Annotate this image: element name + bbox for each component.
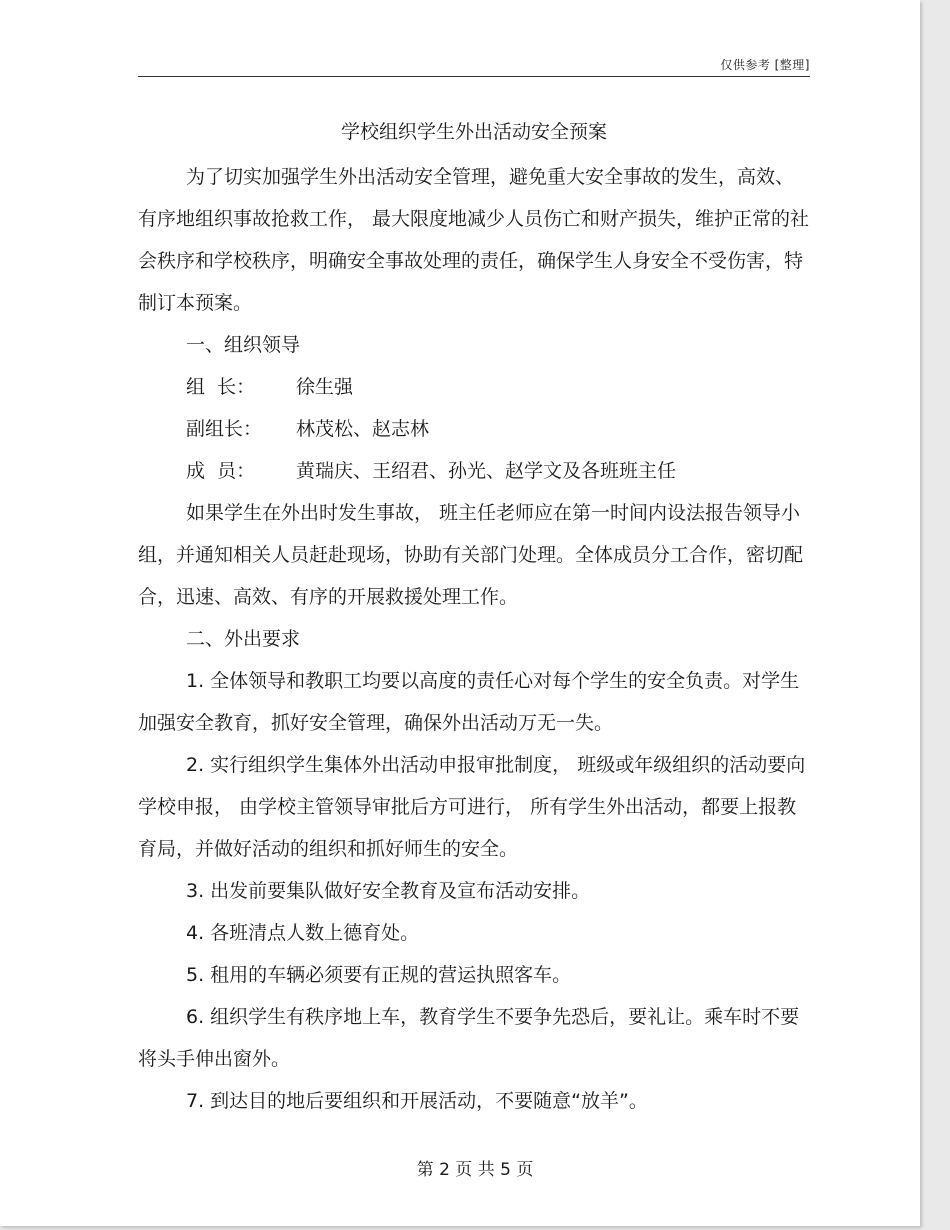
requirement-item: 7. 到达目的地后要组织和开展活动，不要随意“放羊”。 [186,1090,648,1112]
member-names: 徐生强 [296,376,354,398]
header-note: 仅供参考 [整理] [720,58,810,72]
requirement-item: 1. 全体领导和教职工均要以高度的责任心对每个学生的安全负责。对学生加强安全教育，抓好安全管理，确保外出活动万无一失。 [138,670,800,734]
page-number: 第 2 页 共 5 页 [416,1160,534,1180]
document-body [138,156,810,1122]
document-title: 学校组织学生外出活动安全预案 [340,121,607,143]
requirement-item: 6. 组织学生有秩序地上车，教育学生不要争先恐后，要礼让。乘车时不要将头手伸出窗外。 [138,1006,800,1070]
intro-paragraph: 为了切实加强学生外出活动安全管理，避免重大安全事故的发生，高效、有序地组织事故抢救工作， 最大限度地减少人员伤亡和财产损失，维护正常的社会秩序和学校秩序，明确安全事故处理的责任，确保学生人身安全不受伤害，特制订本预案。 [138,166,810,314]
member-role: 成 员： [186,460,256,482]
section-heading-requirements: 二、外出要求 [186,628,301,650]
member-row [138,366,810,408]
section-heading-organization: 一、组织领导 [186,334,301,356]
accident-paragraph: 如果学生在外出时发生事故， 班主任老师应在第一时间内设法报告领导小组，并通知相关人员赶赴现场，协助有关部门处理。全体成员分工合作，密切配合，迅速、高效、有序的开展救援处理工作。 [138,502,804,608]
requirement-item: 4. 各班清点人数上德育处。 [186,922,420,944]
requirement-item: 3. 出发前要集队做好安全教育及宣布活动安排。 [186,880,591,902]
header-rule [138,76,810,77]
requirement-item: 5. 租用的车辆必须要有正规的营运执照客车。 [186,964,572,986]
member-row [138,450,810,492]
requirement-item: 2. 实行组织学生集体外出活动申报审批制度， 班级或年级组织的活动要向学校申报， 由学校主管领导审批后方可进行， 所有学生外出活动，都要上报教育局，并做好活动的组织和抓好师生的安全。 [138,754,806,860]
member-row [138,408,810,450]
member-names: 黄瑞庆、王绍君、孙光、赵学文及各班班主任 [296,460,677,482]
member-role: 组 长： [186,376,256,398]
member-names: 林茂松、赵志林 [296,418,430,440]
member-role: 副组长： [186,418,263,440]
